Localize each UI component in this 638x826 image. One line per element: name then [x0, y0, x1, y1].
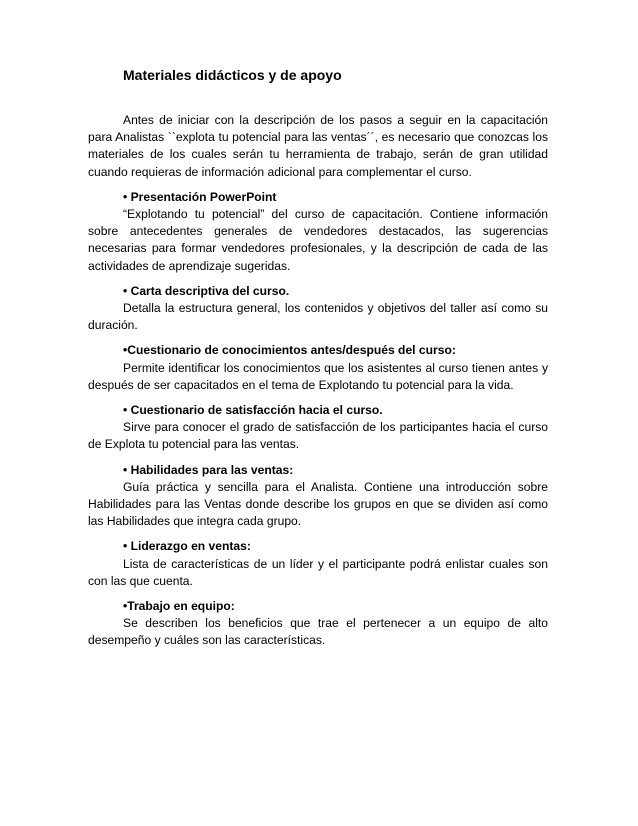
section-body: “Explotando tu potencial” del curso de capacitación. Contiene información sobre antecedentes generales de vendedores destacados, las sugerencias necesarias para formar vendedores profesionales, y la descripción de cada de las actividades de aprendizaje sugeridas. [88, 207, 548, 273]
section-heading: • Carta descriptiva del curso. [123, 283, 290, 298]
section-heading: • Presentación PowerPoint [123, 189, 277, 204]
section-heading: • Cuestionario de satisfacción hacia el curso. [123, 403, 383, 418]
section-heading: •Cuestionario de conocimientos antes/después del curso: [123, 343, 456, 358]
section-carta-descriptiva [88, 283, 548, 335]
section-body: Se describen los beneficios que trae el pertenecer a un equipo de alto desempeño y cuáles son las características. [88, 616, 548, 648]
section-powerpoint [88, 189, 548, 275]
section-habilidades-ventas [88, 462, 548, 531]
intro-paragraph: Antes de iniciar con la descripción de los pasos a seguir en la capacitación para Analistas ``explota tu potencial para las ventas´´, es necesario que conozcas los materiales de los cuales serán tu herramienta de trabajo, serán de gran utilidad cuando requieras de información adicional para complementar el curso. [88, 113, 548, 179]
document-page [88, 66, 548, 658]
section-cuestionario-satisfaccion [88, 402, 548, 454]
section-heading: • Habilidades para las ventas: [123, 462, 294, 477]
section-trabajo-equipo [88, 598, 548, 650]
section-body: Detalla la estructura general, los contenidos y objetivos del taller así como su duración. [88, 301, 548, 333]
section-body: Sirve para conocer el grado de satisfacción de los participantes hacia el curso de Explota tu potencial para las ventas. [88, 420, 548, 452]
section-body: Lista de características de un líder y el participante podrá enlistar cuales son con las que cuenta. [88, 556, 548, 588]
document-title: Materiales didácticos y de apoyo [123, 67, 342, 83]
section-body: Guía práctica y sencilla para el Analista. Contiene una introducción sobre Habilidades para las Ventas donde describe los grupos en que se dividen así como las Habilidades que integra cada grupo. [88, 479, 548, 529]
section-liderazgo-ventas [88, 538, 548, 590]
section-heading: • Liderazgo en ventas: [123, 539, 251, 554]
section-cuestionario-conocimientos [88, 342, 548, 394]
section-heading: •Trabajo en equipo: [123, 599, 235, 614]
section-body: Permite identificar los conocimientos que los asistentes al curso tienen antes y después de ser capacitados en el tema de Explotando tu potencial para la vida. [88, 360, 548, 392]
